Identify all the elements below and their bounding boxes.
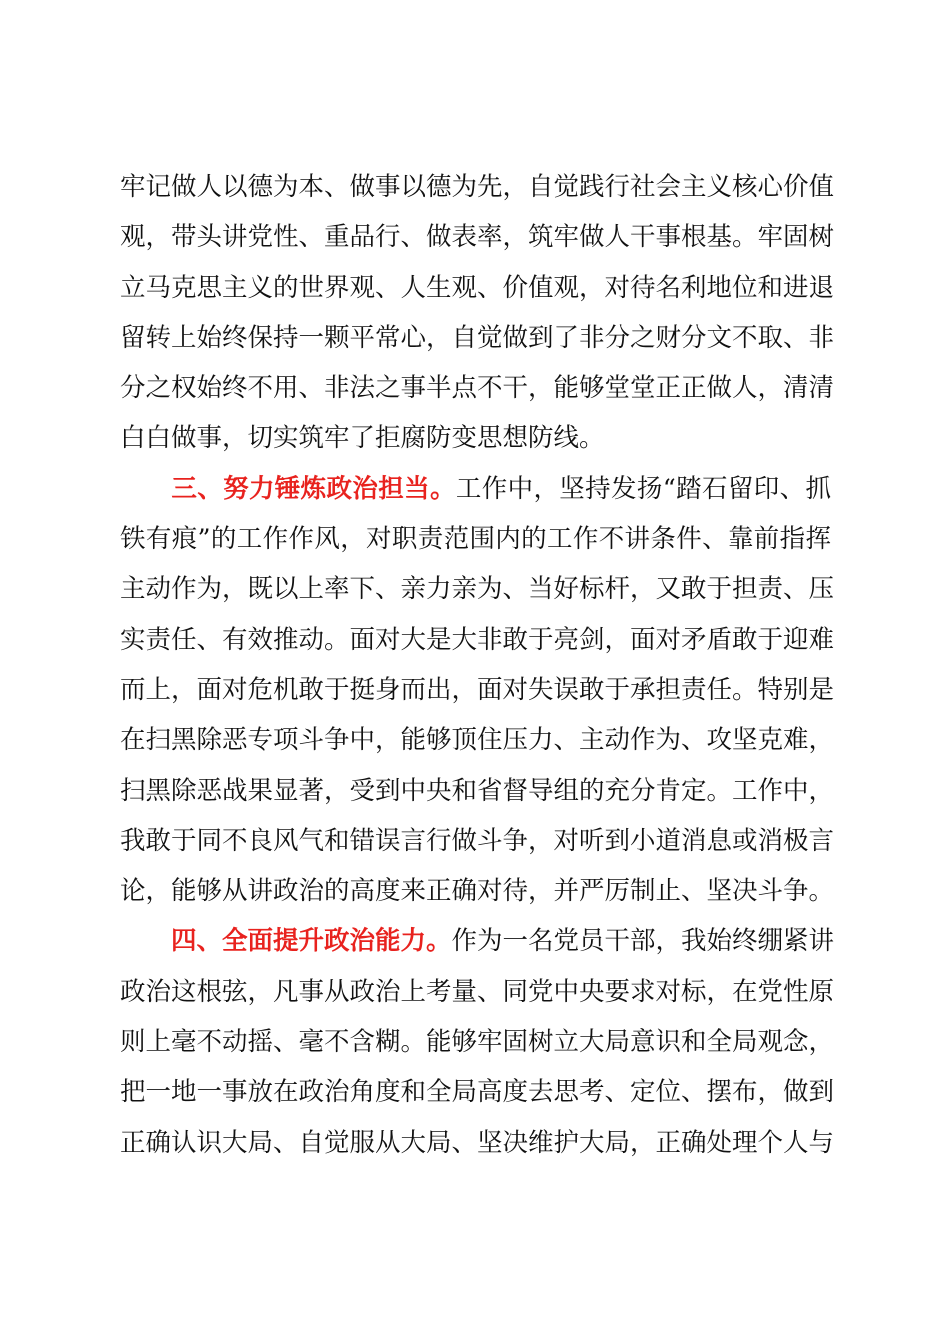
section-heading: 三、努力锤炼政治担当。 [171,473,456,504]
text-line: 则上毫不动摇、毫不含糊。能够牢固树立大局意识和全局观念， [120,1027,835,1058]
section-heading: 四、全面提升政治能力。 [171,926,452,957]
paragraph-2 [120,464,835,917]
text-line: 主动作为，既以上率下、亲力亲为、当好标杆，又敢于担责、压 [120,574,835,605]
text-line: 观，带头讲党性、重品行、做表率，筑牢做人干事根基。牢固树 [120,222,835,253]
text-line: 铁有痕”的工作作风，对职责范围内的工作不讲条件、靠前指挥 [120,524,831,555]
text-line: 实责任、有效推动。面对大是大非敢于亮剑，面对矛盾敢于迎难 [120,624,835,655]
text-line: 我敢于同不良风气和错误言行做斗争，对听到小道消息或消极言 [120,825,835,856]
text-line: 论，能够从讲政治的高度来正确对待，并严厉制止、坚决斗争。 [120,876,835,907]
text-run: 工作中，坚持发扬“踏石留印、抓 [455,473,831,504]
text-line: 正确认识大局、自觉服从大局、坚决维护大局，正确处理个人与 [120,1127,835,1158]
paragraph-first-line [120,916,835,966]
text-line: 而上，面对危机敢于挺身而出，面对失误敢于承担责任。特别是 [120,674,835,705]
text-line: 在扫黑除恶专项斗争中，能够顶住压力、主动作为、攻坚克难， [120,725,835,756]
paragraph-first-line [120,464,831,514]
paragraph-1 [120,162,835,464]
text-line: 留转上始终保持一颗平常心，自觉做到了非分之财分文不取、非 [120,322,835,353]
document-page [120,162,835,1168]
paragraph-3 [120,916,835,1167]
text-line: 牢记做人以德为本、做事以德为先，自觉践行社会主义核心价值 [120,172,835,202]
text-line: 扫黑除恶战果显著，受到中央和省督导组的充分肯定。工作中， [120,775,835,806]
text-line: 分之权始终不用、非法之事半点不干，能够堂堂正正做人，清清 [120,373,835,404]
text-line: 政治这根弦，凡事从政治上考量、同党中央要求对标，在党性原 [120,976,835,1007]
text-run: 作为一名党员干部，我始终绷紧讲 [451,926,835,957]
text-line: 立马克思主义的世界观、人生观、价值观，对待名利地位和进退 [120,272,835,303]
text-line: 把一地一事放在政治角度和全局高度去思考、定位、摆布，做到 [120,1077,835,1108]
text-line: 白白做事，切实筑牢了拒腐防变思想防线。 [120,423,605,454]
